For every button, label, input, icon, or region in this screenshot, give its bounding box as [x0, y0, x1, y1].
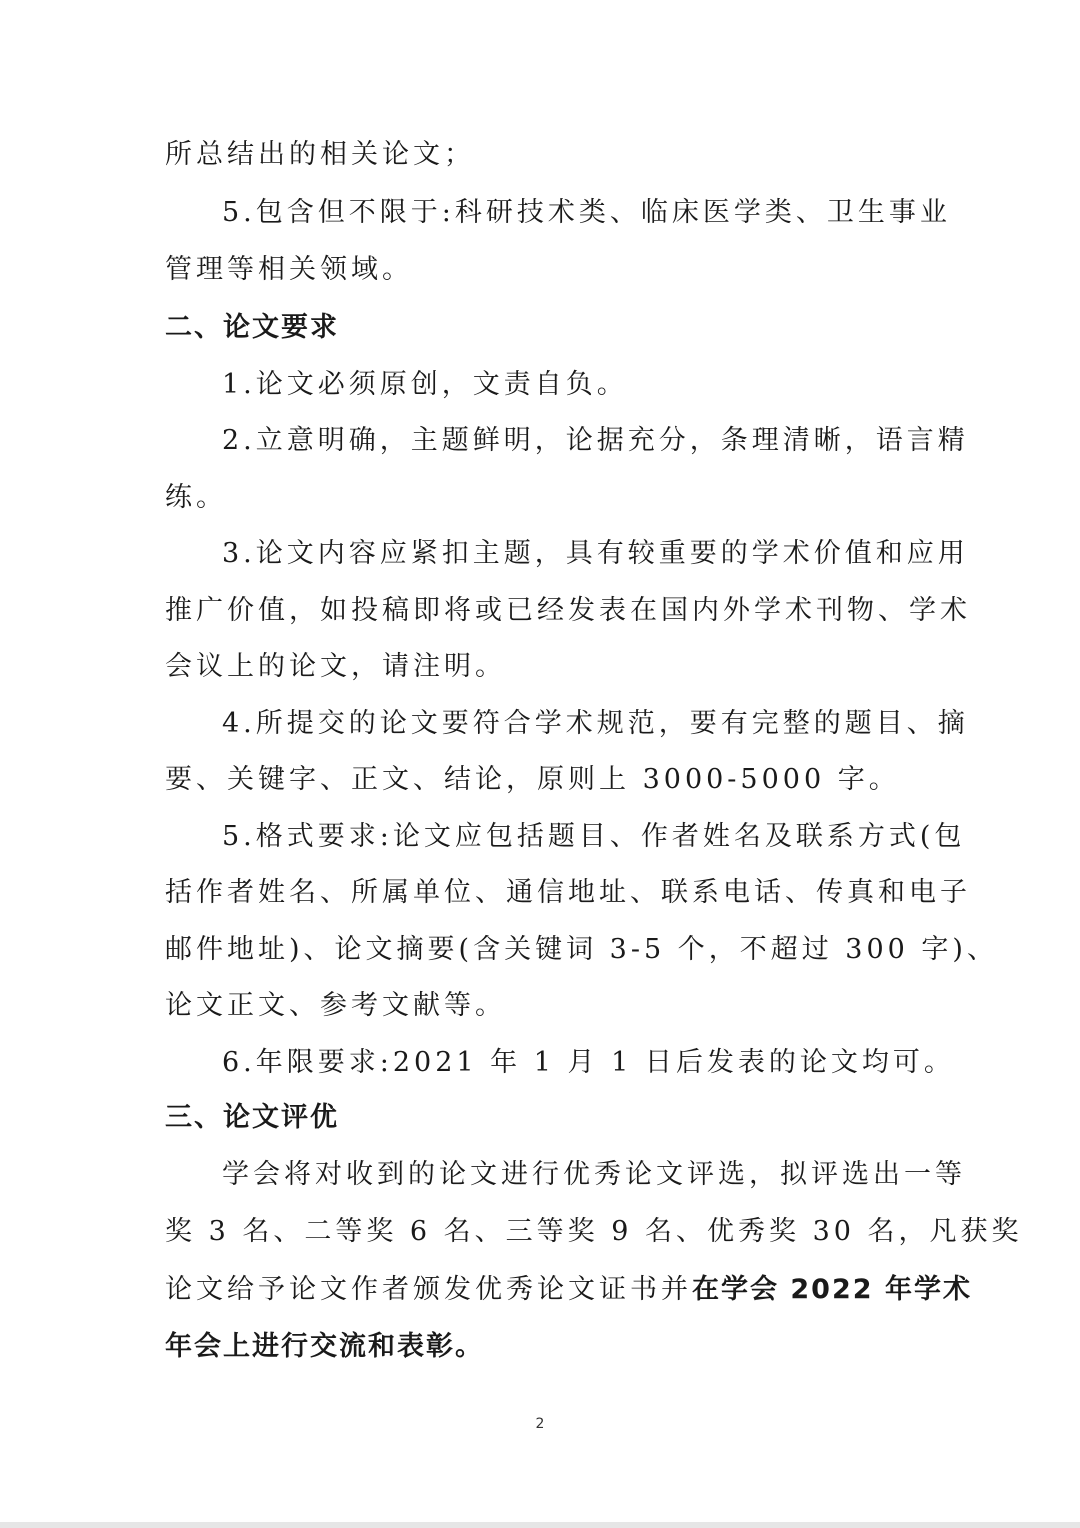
paragraph-line: 管理等相关领域。 [165, 254, 413, 285]
paragraph-line: 要、关键字、正文、结论，原则上 3000-5000 字。 [165, 764, 900, 795]
paragraph-line: 练。 [165, 482, 227, 513]
paragraph-line: 4.所提交的论文要符合学术规范，要有完整的题目、摘 [222, 708, 969, 739]
emphasized-line: 年会上进行交流和表彰。 [165, 1331, 484, 1362]
emphasized-text: 在学会 2022 年学术 [692, 1274, 972, 1305]
section-heading: 三、论文评优 [165, 1102, 339, 1133]
paragraph-line: 括作者姓名、所属单位、通信地址、联系电话、传真和电子 [165, 877, 971, 908]
paragraph-line: 论文正文、参考文献等。 [165, 990, 506, 1021]
paragraph-line: 邮件地址)、论文摘要(含关键词 3-5 个，不超过 300 字)、 [165, 934, 998, 965]
paragraph-line: 5.格式要求:论文应包括题目、作者姓名及联系方式(包 [222, 821, 966, 852]
paragraph-line [165, 1270, 972, 1310]
paragraph-line: 5.包含但不限于:科研技术类、临床医学类、卫生事业 [222, 197, 951, 228]
paragraph-line: 所总结出的相关论文； [165, 139, 475, 170]
paragraph-line: 会议上的论文，请注明。 [165, 651, 506, 682]
page-bottom-edge [0, 1522, 1080, 1528]
paragraph-line: 6.年限要求:2021 年 1 月 1 日后发表的论文均可。 [222, 1047, 955, 1078]
paragraph-line: 3.论文内容应紧扣主题，具有较重要的学术价值和应用 [222, 538, 969, 569]
paragraph-text: 论文给予论文作者颁发优秀论文证书并 [165, 1274, 692, 1305]
paragraph-line: 学会将对收到的论文进行优秀论文评选，拟评选出一等 [222, 1159, 966, 1190]
paragraph-line: 1.论文必须原创，文责自负。 [222, 369, 628, 400]
paragraph-line: 2.立意明确，主题鲜明，论据充分，条理清晰，语言精 [222, 425, 969, 456]
paragraph-line: 奖 3 名、二等奖 6 名、三等奖 9 名、优秀奖 30 名，凡获奖 [165, 1216, 1023, 1247]
section-heading: 二、论文要求 [165, 312, 339, 343]
paragraph-line: 推广价值，如投稿即将或已经发表在国内外学术刊物、学术 [165, 595, 971, 626]
page-number: 2 [535, 1416, 545, 1432]
